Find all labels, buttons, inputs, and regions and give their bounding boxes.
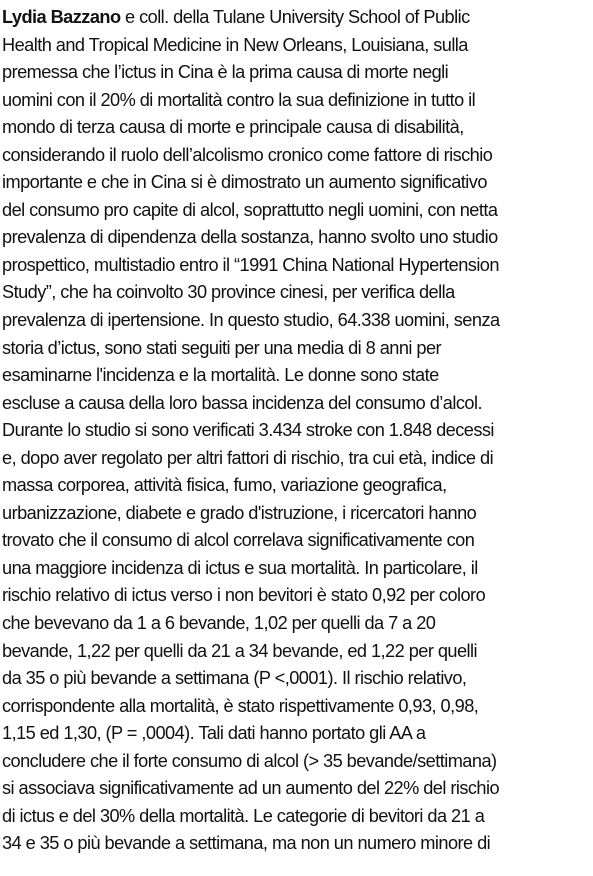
text-line: che bevevano da 1 a 6 bevande, 1,02 per quelli da 7 a 20 xyxy=(2,613,436,634)
author-name: Lydia Bazzano xyxy=(2,7,121,27)
text-line: trovato che il consumo di alcol correlava significativamente con xyxy=(2,530,475,551)
text-line: corrispondente alla mortalità, è stato rispettivamente 0,93, 0,98, xyxy=(2,695,479,716)
text-line: bevande, 1,22 per quelli da 21 a 34 bevande, ed 1,22 per quelli xyxy=(2,640,478,661)
text-line: e, dopo aver regolato per altri fattori di rischio, tra cui età, indice di xyxy=(2,447,494,468)
text-line: concludere che il forte consumo di alcol (> 35 bevande/settimana) xyxy=(2,750,497,771)
text-line: da 35 o più bevande a settimana (P <,0001). Il rischio relativo, xyxy=(2,668,467,689)
text-line: esaminarne l'incidenza e la mortalità. Le donne sono state xyxy=(2,365,439,386)
text-line: premessa che l’ictus in Cina è la prima causa di morte negli xyxy=(2,62,449,83)
text-line: 1,15 ed 1,30, (P = ,0004). Tali dati hanno portato gli AA a xyxy=(2,723,426,744)
text-line: importante e che in Cina si è dimostrato un aumento significativo xyxy=(2,172,487,193)
text-line: escluse a causa della loro bassa incidenza del consumo d’alcol. xyxy=(2,392,482,413)
text-line: urbanizzazione, diabete e grado d'istruzione, i ricercatori hanno xyxy=(2,502,477,523)
text-line: Durante lo studio si sono verificati 3.434 stroke con 1.848 decessi xyxy=(2,420,494,441)
text-line: si associava significativamente ad un aumento del 22% del rischio xyxy=(2,778,500,799)
body-paragraph xyxy=(2,4,591,858)
text-line: 34 e 35 o più bevande a settimana, ma non un numero minore di xyxy=(2,833,491,854)
text-line-content: e coll. della Tulane University School of Public xyxy=(120,7,470,27)
text-line: storia d’ictus, sono stati seguiti per una media di 8 anni per xyxy=(2,337,442,358)
text-line: Health and Tropical Medicine in New Orleans, Louisiana, sulla xyxy=(2,34,468,55)
text-line xyxy=(2,4,591,32)
text-line: considerando il ruolo dell’alcolismo cronico come fattore di rischio xyxy=(2,144,493,165)
text-line: di ictus e del 30% della mortalità. Le categorie di bevitori da 21 a xyxy=(2,805,485,826)
text-line: una maggiore incidenza di ictus e sua mortalità. In particolare, il xyxy=(2,557,478,578)
text-line: Study”, che ha coinvolto 30 province cinesi, per verifica della xyxy=(2,282,455,303)
text-line: mondo di terza causa di morte e principale causa di disabilità, xyxy=(2,117,464,138)
text-line: prevalenza di ipertensione. In questo studio, 64.338 uomini, senza xyxy=(2,310,500,331)
text-line: prevalenza di dipendenza della sostanza, hanno svolto uno studio xyxy=(2,227,498,248)
text-line: uomini con il 20% di mortalità contro la sua definizione in tutto il xyxy=(2,89,476,110)
text-line: del consumo pro capite di alcol, soprattutto negli uomini, con netta xyxy=(2,199,498,220)
text-line: rischio relativo di ictus verso i non bevitori è stato 0,92 per coloro xyxy=(2,585,486,606)
text-line: prospettico, multistadio entro il “1991 China National Hypertension xyxy=(2,254,499,275)
text-line: massa corporea, attività fisica, fumo, variazione geografica, xyxy=(2,475,447,496)
